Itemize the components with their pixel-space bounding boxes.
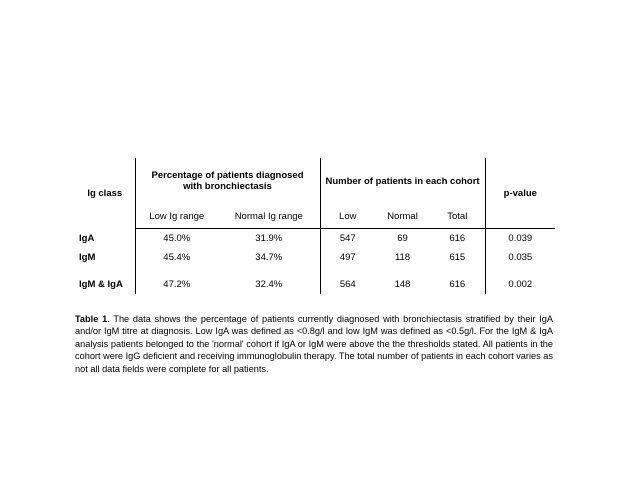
- cell-low-n: 497: [320, 248, 375, 267]
- cell-normal-n: 69: [397, 233, 408, 244]
- cell-low-pct: 45.4%: [135, 248, 218, 267]
- cell-ig-class: IgM: [79, 252, 96, 263]
- cell-ig-class: IgA: [79, 232, 95, 244]
- caption-text: . The data shows the percentage of patients currently diagnosed with bronchiectasis stratified by their IgA and/or IgM titre at diagnosis. Low IgA was defined as <0.8g/l and low IgM was defined as <0.5g/l. For the IgM & IgA analysis patients belonged to the 'normal' cohort if IgA or IgM were above the the thresholds stated. All patients in the cohort were IgG deficient and receiving immunoglobulin therapy. The total number of patients in each cohort varies as not all data fields were complete for all patients.: [75, 314, 553, 374]
- cell-normal-pct: 32.4%: [255, 279, 283, 290]
- cell-normal-n: 148: [394, 279, 411, 290]
- subheader-normal-ig-range: Normal Ig range: [218, 204, 320, 229]
- cell-normal-pct: 34.7%: [255, 252, 283, 263]
- table-header-row: [75, 158, 555, 204]
- cell-p-value: 0.039: [485, 229, 555, 249]
- header-ig-class: Ig class: [87, 187, 123, 199]
- cell-low-pct: 47.2%: [135, 267, 218, 294]
- subheader-low-ig-range: Low Ig range: [135, 204, 218, 229]
- cell-low-n: 564: [320, 267, 375, 294]
- subheader-low: Low: [320, 204, 375, 229]
- header-percentage-group: Percentage of patients diagnosed with bronchiectasis: [135, 158, 320, 204]
- table-row: [75, 248, 555, 267]
- subheader-total: Total: [430, 204, 485, 229]
- table-row: [75, 267, 555, 294]
- header-p-value: p-value: [485, 158, 555, 229]
- cell-low-n: 547: [320, 229, 375, 249]
- results-table: [75, 158, 555, 294]
- table-caption: [75, 313, 553, 375]
- cell-p-value: 0.002: [485, 267, 555, 294]
- subheader-normal: Normal: [375, 204, 430, 229]
- cell-normal-n: 118: [394, 252, 411, 263]
- header-number-group: Number of patients in each cohort: [320, 158, 485, 204]
- cell-normal-pct: 31.9%: [255, 233, 283, 244]
- cell-p-value: 0.035: [485, 248, 555, 267]
- cell-total-n: 616: [449, 279, 466, 290]
- cell-low-pct: 45.0%: [135, 229, 218, 249]
- caption-label: Table 1: [75, 314, 108, 324]
- results-table-container: [75, 158, 555, 294]
- table-row: [75, 229, 555, 249]
- table-subheader-row: [75, 204, 555, 229]
- cell-total-n: 615: [449, 252, 466, 263]
- cell-ig-class: IgM & IgA: [79, 279, 123, 290]
- cell-total-n: 616: [449, 233, 466, 244]
